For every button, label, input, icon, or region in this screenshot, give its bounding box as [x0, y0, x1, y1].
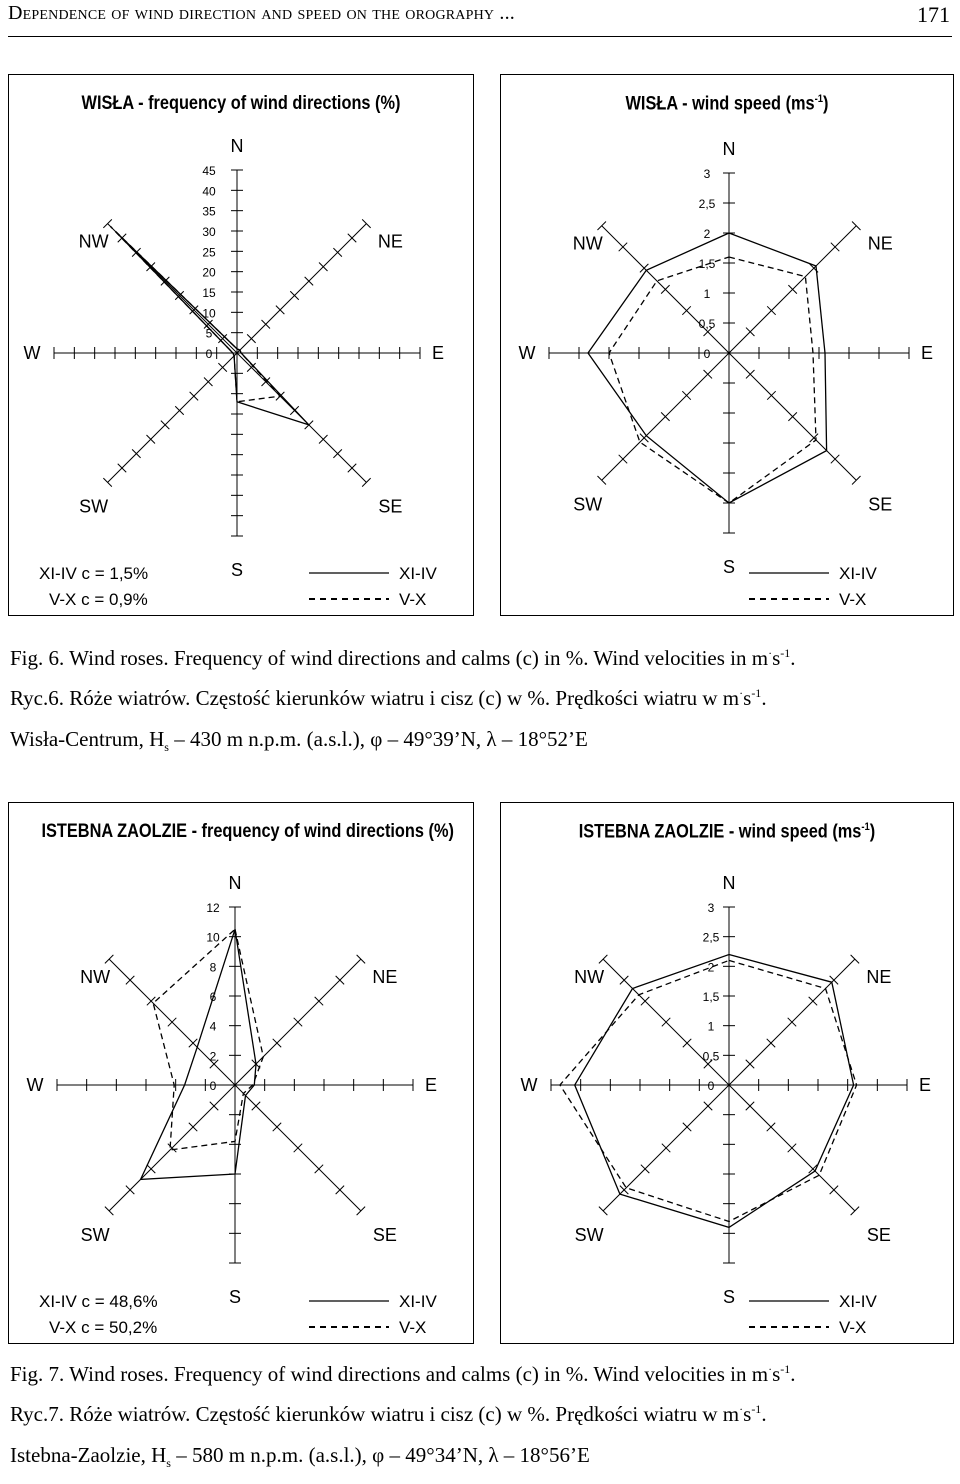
direction-label-ne: NE [867, 233, 893, 254]
wind-rose-svg [501, 803, 953, 1343]
direction-label-e: E [920, 343, 934, 363]
tick-label: 12 [206, 901, 220, 915]
direction-label-ne: NE [377, 231, 403, 252]
tick-label: 2 [707, 960, 715, 975]
tick-label: 1 [703, 287, 711, 301]
legend-dashed-label: V-X [839, 1318, 867, 1337]
wind-rose-svg [9, 803, 473, 1343]
tick-label: 40 [202, 184, 216, 199]
tick-label: 1,5 [698, 257, 716, 271]
tick-label: 10 [202, 306, 216, 321]
direction-label-w: W [26, 1075, 44, 1095]
direction-label-w: W [23, 343, 41, 363]
tick-label: 6 [209, 990, 217, 1004]
tick-label: 0 [703, 347, 711, 361]
wisla-frequency-rose-panel [8, 74, 474, 616]
direction-label-se: SE [868, 494, 893, 515]
wind-rose-svg [501, 75, 953, 615]
tick-label: 45 [202, 164, 216, 178]
calms-line-1: XI-IV c = 48,6% [39, 1292, 158, 1311]
direction-label-sw: SW [80, 1224, 110, 1245]
legend-solid-label: XI-IV [399, 564, 437, 583]
tick-label: 3 [703, 167, 711, 181]
direction-label-w: W [520, 1075, 538, 1095]
direction-label-se: SE [378, 496, 403, 517]
direction-label-w: W [518, 343, 536, 363]
legend-solid-label: XI-IV [399, 1292, 437, 1311]
axis-sw [108, 353, 237, 482]
tick-label: 8 [209, 960, 217, 975]
direction-label-n: N [228, 873, 242, 893]
direction-label-nw: NW [80, 967, 111, 988]
direction-label-nw: NW [572, 233, 603, 254]
fig6-caption-line3: Wisła-Centrum, $H_s - 430$ m n.p.m. (a.s.l.), φ – 49°39’N, λ – 18°52’E [10, 727, 588, 755]
istebna-speed-rose-panel [500, 802, 954, 1344]
tick-label: 25 [202, 245, 216, 260]
direction-label-nw: NW [574, 967, 605, 988]
direction-label-n: N [722, 139, 736, 159]
tick-label: 2 [703, 227, 711, 241]
tick-label: 0 [205, 347, 213, 361]
direction-label-ne: NE [866, 967, 892, 988]
direction-label-sw: SW [573, 494, 603, 515]
tick-label: 4 [209, 1019, 217, 1034]
tick-label: 0 [707, 1079, 715, 1093]
tick-label: 20 [202, 265, 216, 280]
fig6-caption-line2: Ryc.6. Róże wiatrów. Częstość kierunków wiatru i cisz (c) w %. Prędkości wiatru w $m^\cdot s^{-1}$. [10, 686, 767, 710]
wisla-speed-rose-panel [500, 74, 954, 616]
direction-label-s: S [228, 1287, 242, 1307]
direction-label-nw: NW [78, 231, 109, 252]
tick-label: 2,5 [702, 930, 720, 945]
panel-title: WISŁA - wind speed $(ms^{-1})$ [625, 93, 829, 115]
direction-label-n: N [722, 873, 736, 893]
tick-label: 5 [205, 326, 213, 341]
legend-dashed-label: V-X [399, 1318, 427, 1337]
tick-label: 15 [202, 286, 216, 300]
calms-line-2: V-X c = 0,9% [49, 590, 148, 609]
direction-label-sw: SW [79, 496, 109, 517]
direction-label-e: E [424, 1075, 438, 1095]
axis-ne [237, 224, 366, 353]
direction-label-ne: NE [372, 967, 398, 988]
tick-label: 1 [707, 1019, 715, 1034]
legend-dashed-label: V-X [839, 590, 867, 609]
running-header [8, 0, 952, 37]
page-number: 171 [917, 2, 950, 27]
wind-rose-svg [9, 75, 473, 615]
istebna-frequency-rose-panel [8, 802, 474, 1344]
tick-label: 2,5 [698, 197, 716, 211]
tick-label: 10 [206, 930, 220, 945]
panel-title: ISTEBNA ZAOLZIE - wind speed $(ms^{-1})$ [578, 821, 876, 843]
fig6-caption-line1: Fig. 6. Wind roses. Frequency of wind directions and calms (c) in %. Wind velocities in $m^\cdot s^{-1}$. [10, 646, 796, 670]
tick-label: 3 [707, 901, 715, 915]
direction-label-n: N [230, 136, 244, 156]
direction-label-se: SE [372, 1224, 397, 1245]
tick-label: 0,5 [698, 317, 716, 331]
tick-label: 0,5 [702, 1049, 720, 1064]
direction-label-se: SE [866, 1224, 891, 1245]
fig7-caption-line2: Ryc.7. Róże wiatrów. Częstość kierunków wiatru i cisz (c) w %. Prędkości wiatru w $m^\cdot s^{-1}$. [10, 1402, 767, 1426]
panel-title: ISTEBNA ZAOLZIE - frequency of wind directions (%) [41, 821, 454, 842]
direction-label-s: S [722, 1287, 736, 1307]
direction-label-s: S [230, 560, 244, 580]
series-dashed-polygon [609, 257, 816, 503]
legend-solid-label: XI-IV [839, 1292, 877, 1311]
direction-label-s: S [722, 557, 736, 577]
legend-dashed-label: V-X [399, 590, 427, 609]
tick-label: 1,5 [702, 990, 720, 1004]
panel-title: WISŁA - frequency of wind directions (%) [81, 93, 401, 114]
calms-line-1: XI-IV c = 1,5% [39, 564, 149, 583]
direction-label-e: E [918, 1075, 932, 1095]
tick-label: 2 [209, 1049, 217, 1064]
tick-label: 30 [202, 225, 216, 239]
calms-line-2: V-X c = 50,2% [49, 1318, 158, 1337]
legend-solid-label: XI-IV [839, 564, 877, 583]
tick-label: 35 [202, 204, 216, 219]
fig7-caption-line1: Fig. 7. Wind roses. Frequency of wind directions and calms (c) in %. Wind velocities in $m^\cdot s^{-1}$. [10, 1362, 796, 1386]
direction-label-sw: SW [574, 1224, 604, 1245]
fig7-caption-line3: Istebna-Zaolzie, $H_s - 580$ m n.p.m. (a.s.l.), φ – 49°34’N, λ – 18°56’E [10, 1443, 590, 1471]
running-title: Dependence of wind direction and speed on the orography ... [8, 2, 516, 24]
tick-label: 0 [209, 1079, 217, 1093]
direction-label-e: E [431, 343, 445, 363]
